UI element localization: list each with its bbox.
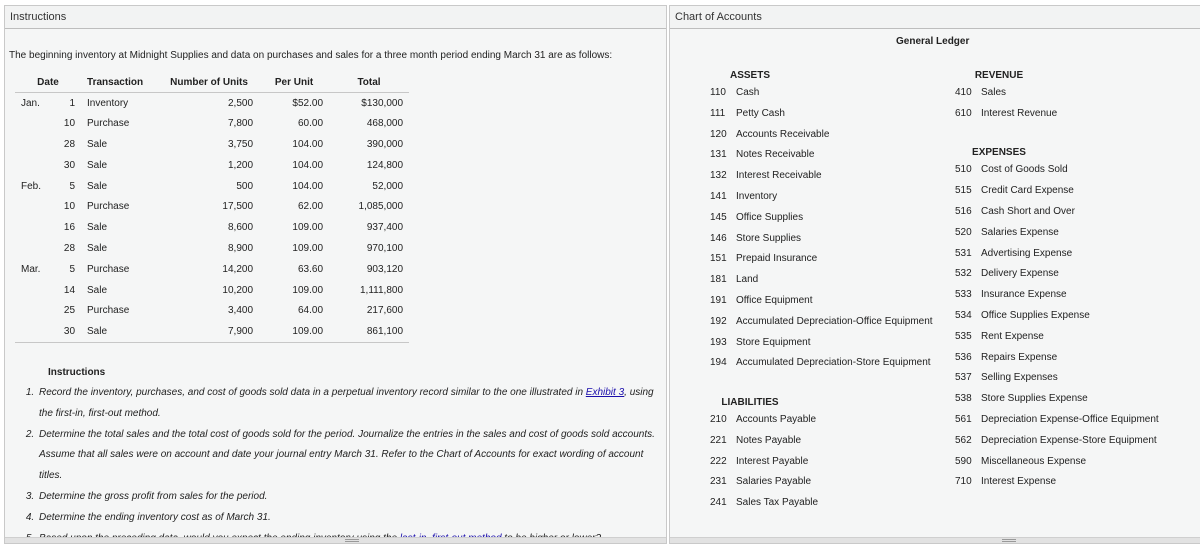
row-month (15, 280, 47, 301)
account-row (710, 166, 950, 187)
table-row (15, 113, 409, 134)
row-month (15, 300, 47, 321)
revenue-list (955, 83, 1185, 125)
instructions-list (19, 383, 659, 549)
scrollbar-grip-icon[interactable] (345, 539, 359, 542)
account-number: 516 (955, 205, 972, 217)
account-title: Accumulated Depreciation-Store Equipment (736, 357, 931, 369)
account-row (955, 472, 1185, 493)
account-number: 111 (710, 107, 726, 119)
account-title: Rent Expense (981, 330, 1044, 342)
row-month: Feb. (21, 180, 42, 192)
account-row (710, 83, 950, 104)
liabilities-heading: LIABILITIES (721, 396, 779, 408)
problem-intro: The beginning inventory at Midnight Supplies and data on purchases and sales for a three month period ending March 31 are as follows: (9, 50, 613, 61)
account-title: Store Supplies Expense (981, 393, 1088, 405)
account-row (955, 368, 1185, 389)
account-row (710, 410, 950, 431)
account-title: Depreciation Expense-Store Equipment (981, 434, 1157, 446)
account-number: 534 (955, 309, 972, 321)
account-row (710, 229, 950, 250)
row-month: Jan. (21, 97, 40, 109)
account-row (955, 431, 1185, 452)
row-month (15, 134, 47, 155)
row-total: 937,400 (366, 222, 404, 234)
instructions-panel (4, 5, 667, 544)
account-number: 532 (955, 268, 972, 280)
account-row (710, 312, 950, 333)
row-day: 16 (63, 222, 76, 234)
account-title: Office Equipment (736, 294, 813, 306)
row-transaction: Sale (81, 321, 159, 342)
account-number: 192 (710, 315, 727, 327)
instruction-item-1 (37, 383, 659, 425)
account-row (955, 285, 1185, 306)
table-row (15, 176, 409, 197)
row-units: 2,500 (227, 97, 254, 109)
account-number: 510 (955, 164, 972, 176)
account-row (710, 125, 950, 146)
row-month (15, 217, 47, 238)
row-month (15, 238, 47, 259)
expenses-heading: EXPENSES (972, 147, 1026, 159)
account-title: Sales Tax Payable (736, 497, 819, 509)
row-day: 1 (69, 97, 76, 109)
account-title: Accounts Receivable (736, 128, 830, 140)
row-total: 124,800 (366, 159, 404, 171)
account-number: 231 (710, 476, 727, 488)
account-title: Salaries Expense (981, 226, 1059, 238)
account-row (710, 249, 950, 270)
account-title: Notes Receivable (736, 149, 815, 161)
row-total: 217,600 (366, 305, 404, 317)
row-units: 10,200 (222, 284, 254, 296)
horizontal-scrollbar[interactable] (5, 537, 666, 543)
row-per-unit: 64.00 (297, 305, 324, 317)
account-number: 520 (955, 226, 972, 238)
account-number: 193 (710, 336, 727, 348)
row-units: 14,200 (222, 263, 254, 275)
table-row (15, 280, 409, 301)
row-day: 25 (63, 305, 76, 317)
col-header-date: Date (15, 77, 81, 93)
account-title: Inventory (736, 190, 778, 202)
account-number: 537 (955, 372, 972, 384)
account-title: Cash Short and Over (981, 205, 1075, 217)
row-per-unit: 109.00 (292, 242, 324, 254)
account-row (710, 291, 950, 312)
row-day: 30 (63, 159, 76, 171)
horizontal-scrollbar-right[interactable] (670, 537, 1200, 543)
revenue-heading: REVENUE (974, 70, 1024, 81)
inventory-data-table (15, 77, 409, 343)
row-per-unit: 109.00 (292, 284, 324, 296)
row-day: 5 (69, 180, 76, 192)
table-row (15, 134, 409, 155)
row-units: 1,200 (227, 159, 254, 171)
row-per-unit: 63.60 (297, 263, 324, 275)
row-transaction: Sale (87, 180, 108, 192)
instruction-item-4: 4. Determine the ending inventory cost as of March 31. (37, 508, 659, 529)
table-row (15, 238, 409, 259)
row-per-unit: 104.00 (292, 138, 324, 150)
row-total: 970,100 (366, 242, 404, 254)
account-row (710, 208, 950, 229)
chart-of-accounts-body[interactable] (670, 29, 1200, 542)
account-row (710, 187, 950, 208)
account-title: Store Supplies (736, 232, 802, 244)
row-per-unit: 60.00 (297, 118, 324, 130)
account-title: Salaries Payable (736, 476, 812, 488)
account-number: 241 (710, 497, 727, 509)
liabilities-list (710, 410, 950, 514)
table-row (15, 259, 409, 280)
account-title: Interest Expense (981, 476, 1057, 488)
account-row (710, 145, 950, 166)
account-title: Office Supplies Expense (981, 309, 1090, 321)
general-ledger-title: General Ledger (896, 36, 970, 47)
row-month (15, 113, 47, 134)
account-title: Cost of Goods Sold (981, 164, 1068, 176)
account-row (955, 389, 1185, 410)
row-month: Mar. (21, 263, 41, 275)
row-units: 8,900 (227, 242, 254, 254)
instructions-heading: Instructions (48, 367, 106, 378)
account-title: Land (736, 274, 759, 286)
row-month (15, 196, 47, 217)
account-number: 410 (955, 87, 972, 98)
row-units: 7,800 (227, 118, 254, 130)
row-month (15, 155, 47, 176)
assets-heading: ASSETS (729, 70, 770, 81)
row-day: 28 (63, 138, 76, 150)
account-row (955, 181, 1185, 202)
row-units: 3,400 (227, 305, 254, 317)
exhibit-3-link[interactable]: Exhibit 3 (585, 387, 625, 398)
account-number: 181 (710, 274, 727, 286)
row-units: 3,750 (227, 138, 254, 150)
table-row (15, 93, 409, 114)
row-total: 1,085,000 (358, 201, 404, 213)
account-row (955, 223, 1185, 244)
row-day: 30 (47, 321, 81, 342)
row-per-unit: 109.00 (259, 321, 329, 342)
account-number: 531 (955, 247, 972, 259)
row-transaction: Sale (87, 159, 108, 171)
account-number: 515 (955, 185, 972, 197)
account-row (955, 410, 1185, 431)
col-header-transaction: Transaction (81, 77, 159, 93)
col-header-units: Number of Units (159, 77, 259, 93)
row-transaction: Sale (87, 242, 108, 254)
row-per-unit: 62.00 (297, 201, 324, 213)
row-transaction: Purchase (87, 263, 130, 275)
row-total: 861,100 (329, 321, 409, 342)
account-title: Credit Card Expense (981, 185, 1074, 197)
account-number: 610 (955, 107, 972, 119)
account-number: 538 (955, 393, 972, 405)
account-title: Store Equipment (736, 336, 811, 348)
row-total: 390,000 (366, 138, 404, 150)
account-number: 191 (710, 294, 727, 306)
account-title: Cash (736, 87, 760, 98)
row-day: 14 (63, 284, 76, 296)
account-title: Delivery Expense (981, 268, 1059, 280)
account-title: Interest Revenue (981, 107, 1058, 119)
account-row (710, 452, 950, 473)
account-row (955, 244, 1185, 265)
account-number: 141 (710, 190, 727, 202)
account-row (955, 348, 1185, 369)
row-transaction: Purchase (87, 118, 130, 130)
account-row (710, 270, 950, 291)
table-row (15, 196, 409, 217)
row-per-unit: $52.00 (292, 97, 324, 109)
chart-of-accounts-title: Chart of Accounts (670, 6, 1200, 29)
account-number: 535 (955, 330, 972, 342)
account-row (710, 493, 950, 514)
account-title: Petty Cash (736, 107, 785, 119)
row-day: 5 (69, 263, 76, 275)
chart-of-accounts-panel (669, 5, 1200, 544)
row-day: 10 (63, 201, 76, 213)
expenses-list (955, 160, 1185, 493)
assets-liabilities-column (710, 68, 950, 514)
account-title: Interest Payable (736, 455, 809, 467)
account-title: Depreciation Expense-Office Equipment (981, 413, 1159, 425)
scrollbar-grip-icon[interactable] (1002, 539, 1016, 542)
instruction-1-text-end: , using the first-in, first-out method. (39, 387, 654, 419)
revenue-expenses-column (955, 68, 1185, 493)
account-number: 222 (710, 455, 727, 467)
account-title: Prepaid Insurance (736, 253, 818, 265)
table-row (15, 321, 409, 342)
row-total: $130,000 (361, 97, 404, 109)
account-number: 145 (710, 211, 727, 223)
col-header-total: Total (329, 77, 409, 93)
row-total: 1,111,800 (360, 284, 404, 296)
account-row (710, 353, 950, 374)
account-number: 562 (955, 434, 972, 446)
account-number: 561 (955, 413, 972, 425)
row-total: 52,000 (372, 180, 404, 192)
row-total: 903,120 (366, 263, 404, 275)
row-transaction: Sale (87, 138, 108, 150)
row-units: 8,600 (227, 222, 254, 234)
account-row (710, 333, 950, 354)
account-number: 710 (955, 476, 972, 488)
table-row (15, 300, 409, 321)
account-row (955, 104, 1185, 125)
account-number: 146 (710, 232, 727, 244)
col-header-per-unit: Per Unit (259, 77, 329, 93)
account-number: 131 (710, 149, 727, 161)
account-title: Insurance Expense (981, 289, 1067, 301)
account-number: 210 (710, 413, 727, 425)
account-title: Accumulated Depreciation-Office Equipment (736, 315, 933, 327)
row-per-unit: 104.00 (292, 180, 324, 192)
account-title: Accounts Payable (736, 413, 817, 425)
account-row (710, 472, 950, 493)
instruction-item-3: 3. Determine the gross profit from sales for the period. (37, 487, 659, 508)
account-number: 110 (710, 87, 726, 98)
row-transaction: Purchase (87, 201, 130, 213)
instruction-1-text: Record the inventory, purchases, and cost of goods sold data in a perpetual inventory record similar to the one illustrated in (39, 387, 586, 398)
account-number: 536 (955, 351, 972, 363)
row-per-unit: 104.00 (292, 159, 324, 171)
row-day: 10 (63, 118, 76, 130)
account-row (955, 83, 1185, 104)
account-row (955, 306, 1185, 327)
table-row (15, 155, 409, 176)
row-units: 17,500 (222, 201, 254, 213)
account-number: 132 (710, 170, 727, 182)
account-number: 221 (710, 434, 727, 446)
account-row (955, 202, 1185, 223)
account-row (955, 327, 1185, 348)
row-month (15, 321, 47, 342)
instructions-panel-title: Instructions (5, 6, 666, 29)
account-title: Interest Receivable (736, 170, 822, 182)
account-title: Notes Payable (736, 434, 802, 446)
instructions-panel-body[interactable] (5, 29, 666, 542)
row-transaction: Purchase (87, 305, 130, 317)
row-units: 500 (236, 180, 254, 192)
account-row (710, 431, 950, 452)
account-row (710, 104, 950, 125)
account-number: 151 (710, 253, 727, 265)
account-title: Advertising Expense (981, 247, 1073, 259)
account-row (955, 452, 1185, 473)
row-units: 7,900 (159, 321, 259, 342)
row-transaction: Sale (87, 284, 108, 296)
table-row (15, 217, 409, 238)
instruction-item-2: 2. Determine the total sales and the total cost of goods sold for the period. Journalize the entries in the sales and cost of goods sold accounts. Assume that all sales were on account and date your journal entry March 31. Refer to the Chart of Accounts for exact wording of account titles. (37, 425, 659, 487)
row-per-unit: 109.00 (292, 222, 324, 234)
assets-list (710, 83, 950, 374)
account-title: Sales (981, 87, 1007, 98)
account-number: 120 (710, 128, 727, 140)
account-title: Office Supplies (736, 211, 804, 223)
row-day: 28 (63, 242, 76, 254)
account-title: Selling Expenses (981, 372, 1058, 384)
account-row (955, 264, 1185, 285)
row-transaction: Inventory (87, 97, 129, 109)
account-number: 590 (955, 455, 972, 467)
account-number: 194 (710, 357, 727, 369)
account-row (955, 160, 1185, 181)
row-transaction: Sale (87, 222, 108, 234)
account-title: Repairs Expense (981, 351, 1058, 363)
row-total: 468,000 (366, 118, 404, 130)
account-number: 533 (955, 289, 972, 301)
account-title: Miscellaneous Expense (981, 455, 1087, 467)
